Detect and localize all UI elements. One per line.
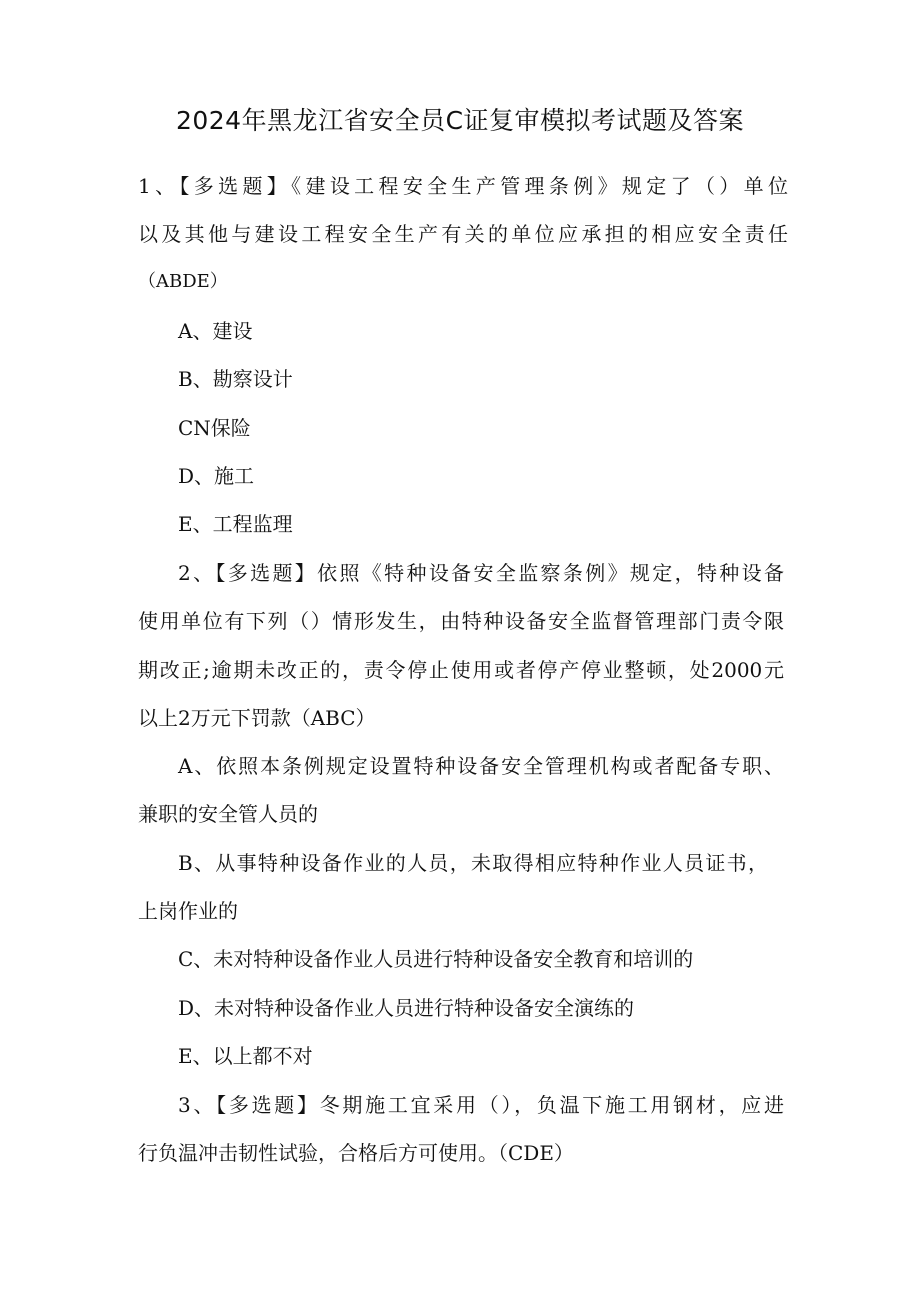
question-2-stem-line-4: 以上2万元下罚款（ABC） [138,706,376,730]
question-2-option-a-line-2: 兼职的安全管人员的 [138,802,318,826]
question-1-answer: （ABDE） [138,271,228,292]
question-1-option-a: A、建设 [178,319,253,343]
document-title: 2024年黑龙江省安全员C证复审模拟考试题及答案 [175,106,745,135]
question-2-stem-line-3: 期改正;逾期未改正的，责令停止使用或者停产停业整顿，处2000元 [138,658,784,682]
question-1-option-b: B、勘察设计 [178,367,293,391]
question-1-option-d: D、施工 [178,464,255,488]
question-2-stem-line-2: 使用单位有下列（）情形发生，由特种设备安全监督管理部门责令限 [138,609,784,633]
question-2-stem-line-1: 2、【多选题】依照《特种设备安全监察条例》规定，特种设备 [178,561,784,585]
question-2-option-b-line-2: 上岗作业的 [138,899,238,923]
question-1-option-c: CN保险 [178,416,251,440]
question-1-stem-line-1: 1、【多选题】《建设工程安全生产管理条例》规定了（）单位 [138,174,788,198]
question-2-option-c: C、未对特种设备作业人员进行特种设备安全教育和培训的 [178,947,694,971]
question-3-stem-line-1: 3、【多选题】冬期施工宜采用（），负温下施工用钢材，应进 [178,1093,784,1117]
question-1-stem-line-2: 以及其他与建设工程安全生产有关的单位应承担的相应安全责任 [138,222,788,246]
question-2-option-b-line-1: B、从事特种设备作业的人员，未取得相应特种作业人员证书， [178,851,768,875]
question-2-option-a-line-1: A、依照本条例规定设置特种设备安全管理机构或者配备专职、 [178,754,784,778]
question-3-stem-line-2: 行负温冲击韧性试验，合格后方可使用。（CDE） [138,1141,574,1165]
question-2-option-e: E、以上都不对 [178,1044,313,1068]
question-2-option-d: D、未对特种设备作业人员进行特种设备安全演练的 [178,996,635,1020]
question-1-option-e: E、工程监理 [178,512,293,536]
